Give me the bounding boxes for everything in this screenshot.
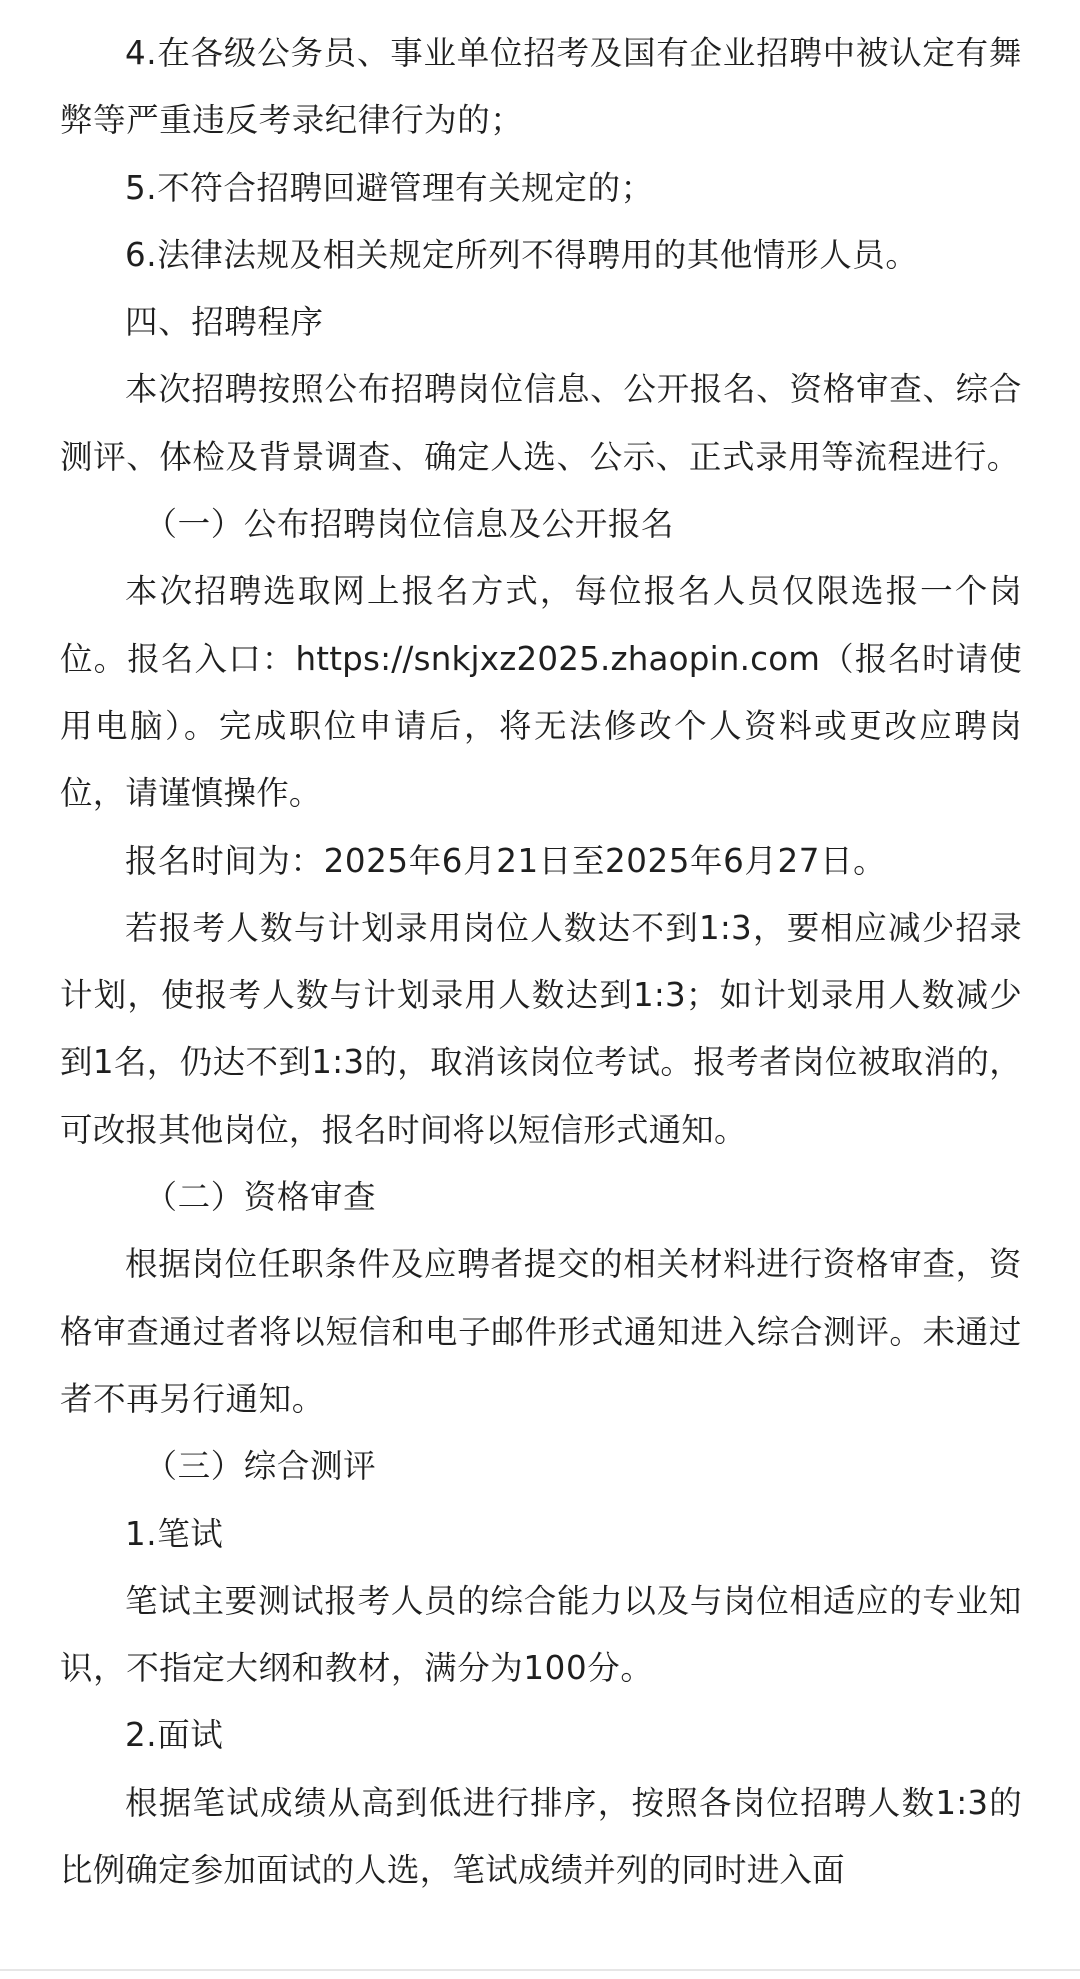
ratio-rule: 若报考人数与计划录用岗位人数达不到1:3，要相应减少招录计划，使报考人数与计划录用人数达到1:3；如计划录用人数减少到1名，仍达不到1:3的，取消该岗位考试。报考者岗位被取消的，可改报其他岗位，报名时间将以短信形式通知。 — [60, 908, 1022, 1149]
clause-4: 4.在各级公务员、事业单位招考及国有企业招聘中被认定有舞弊等严重违反考录纪律行为的； — [60, 34, 1022, 140]
registration-method: 本次招聘选取网上报名方式，每位报名人员仅限选报一个岗位。报名入口：https://snkjxz2025.zhaopin.com（报名时请使用电脑）。完成职位申请后，将无法修改个人资料或更改应聘岗位，请谨慎操作。 — [60, 572, 1022, 813]
interview-description: 根据笔试成绩从高到低进行排序，按照各岗位招聘人数1:3的比例确定参加面试的人选，笔试成绩并列的同时进入面 — [60, 1783, 1022, 1890]
article-body — [60, 20, 1022, 1904]
procedure-overview: 本次招聘按照公布招聘岗位信息、公开报名、资格审查、综合测评、体检及背景调查、确定人选、公示、正式录用等流程进行。 — [60, 370, 1022, 476]
registration-period: 报名时间为：2025年6月21日至2025年6月27日。 — [125, 841, 887, 880]
subsection-heading-assessment: （三）综合测评 — [144, 1447, 377, 1486]
written-exam-description: 笔试主要测试报考人员的综合能力以及与岗位相适应的专业知识，不指定大纲和教材，满分为100分。 — [60, 1581, 1022, 1688]
subsection-heading-qualification: （二）资格审查 — [144, 1178, 377, 1217]
qualification-review: 根据岗位任职条件及应聘者提交的相关材料进行资格审查，资格审查通过者将以短信和电子邮件形式通知进入综合测评。未通过者不再另行通知。 — [60, 1245, 1022, 1418]
written-exam-heading: 1.笔试 — [125, 1514, 224, 1553]
interview-heading: 2.面试 — [125, 1716, 224, 1755]
subsection-heading-registration: （一）公布招聘岗位信息及公开报名 — [144, 505, 675, 544]
clause-5: 5.不符合招聘回避管理有关规定的； — [125, 168, 654, 207]
clause-6: 6.法律法规及相关规定所列不得聘用的其他情形人员。 — [125, 235, 919, 274]
page-bottom-divider — [0, 1969, 1080, 1971]
section-heading-procedure: 四、招聘程序 — [125, 303, 324, 342]
